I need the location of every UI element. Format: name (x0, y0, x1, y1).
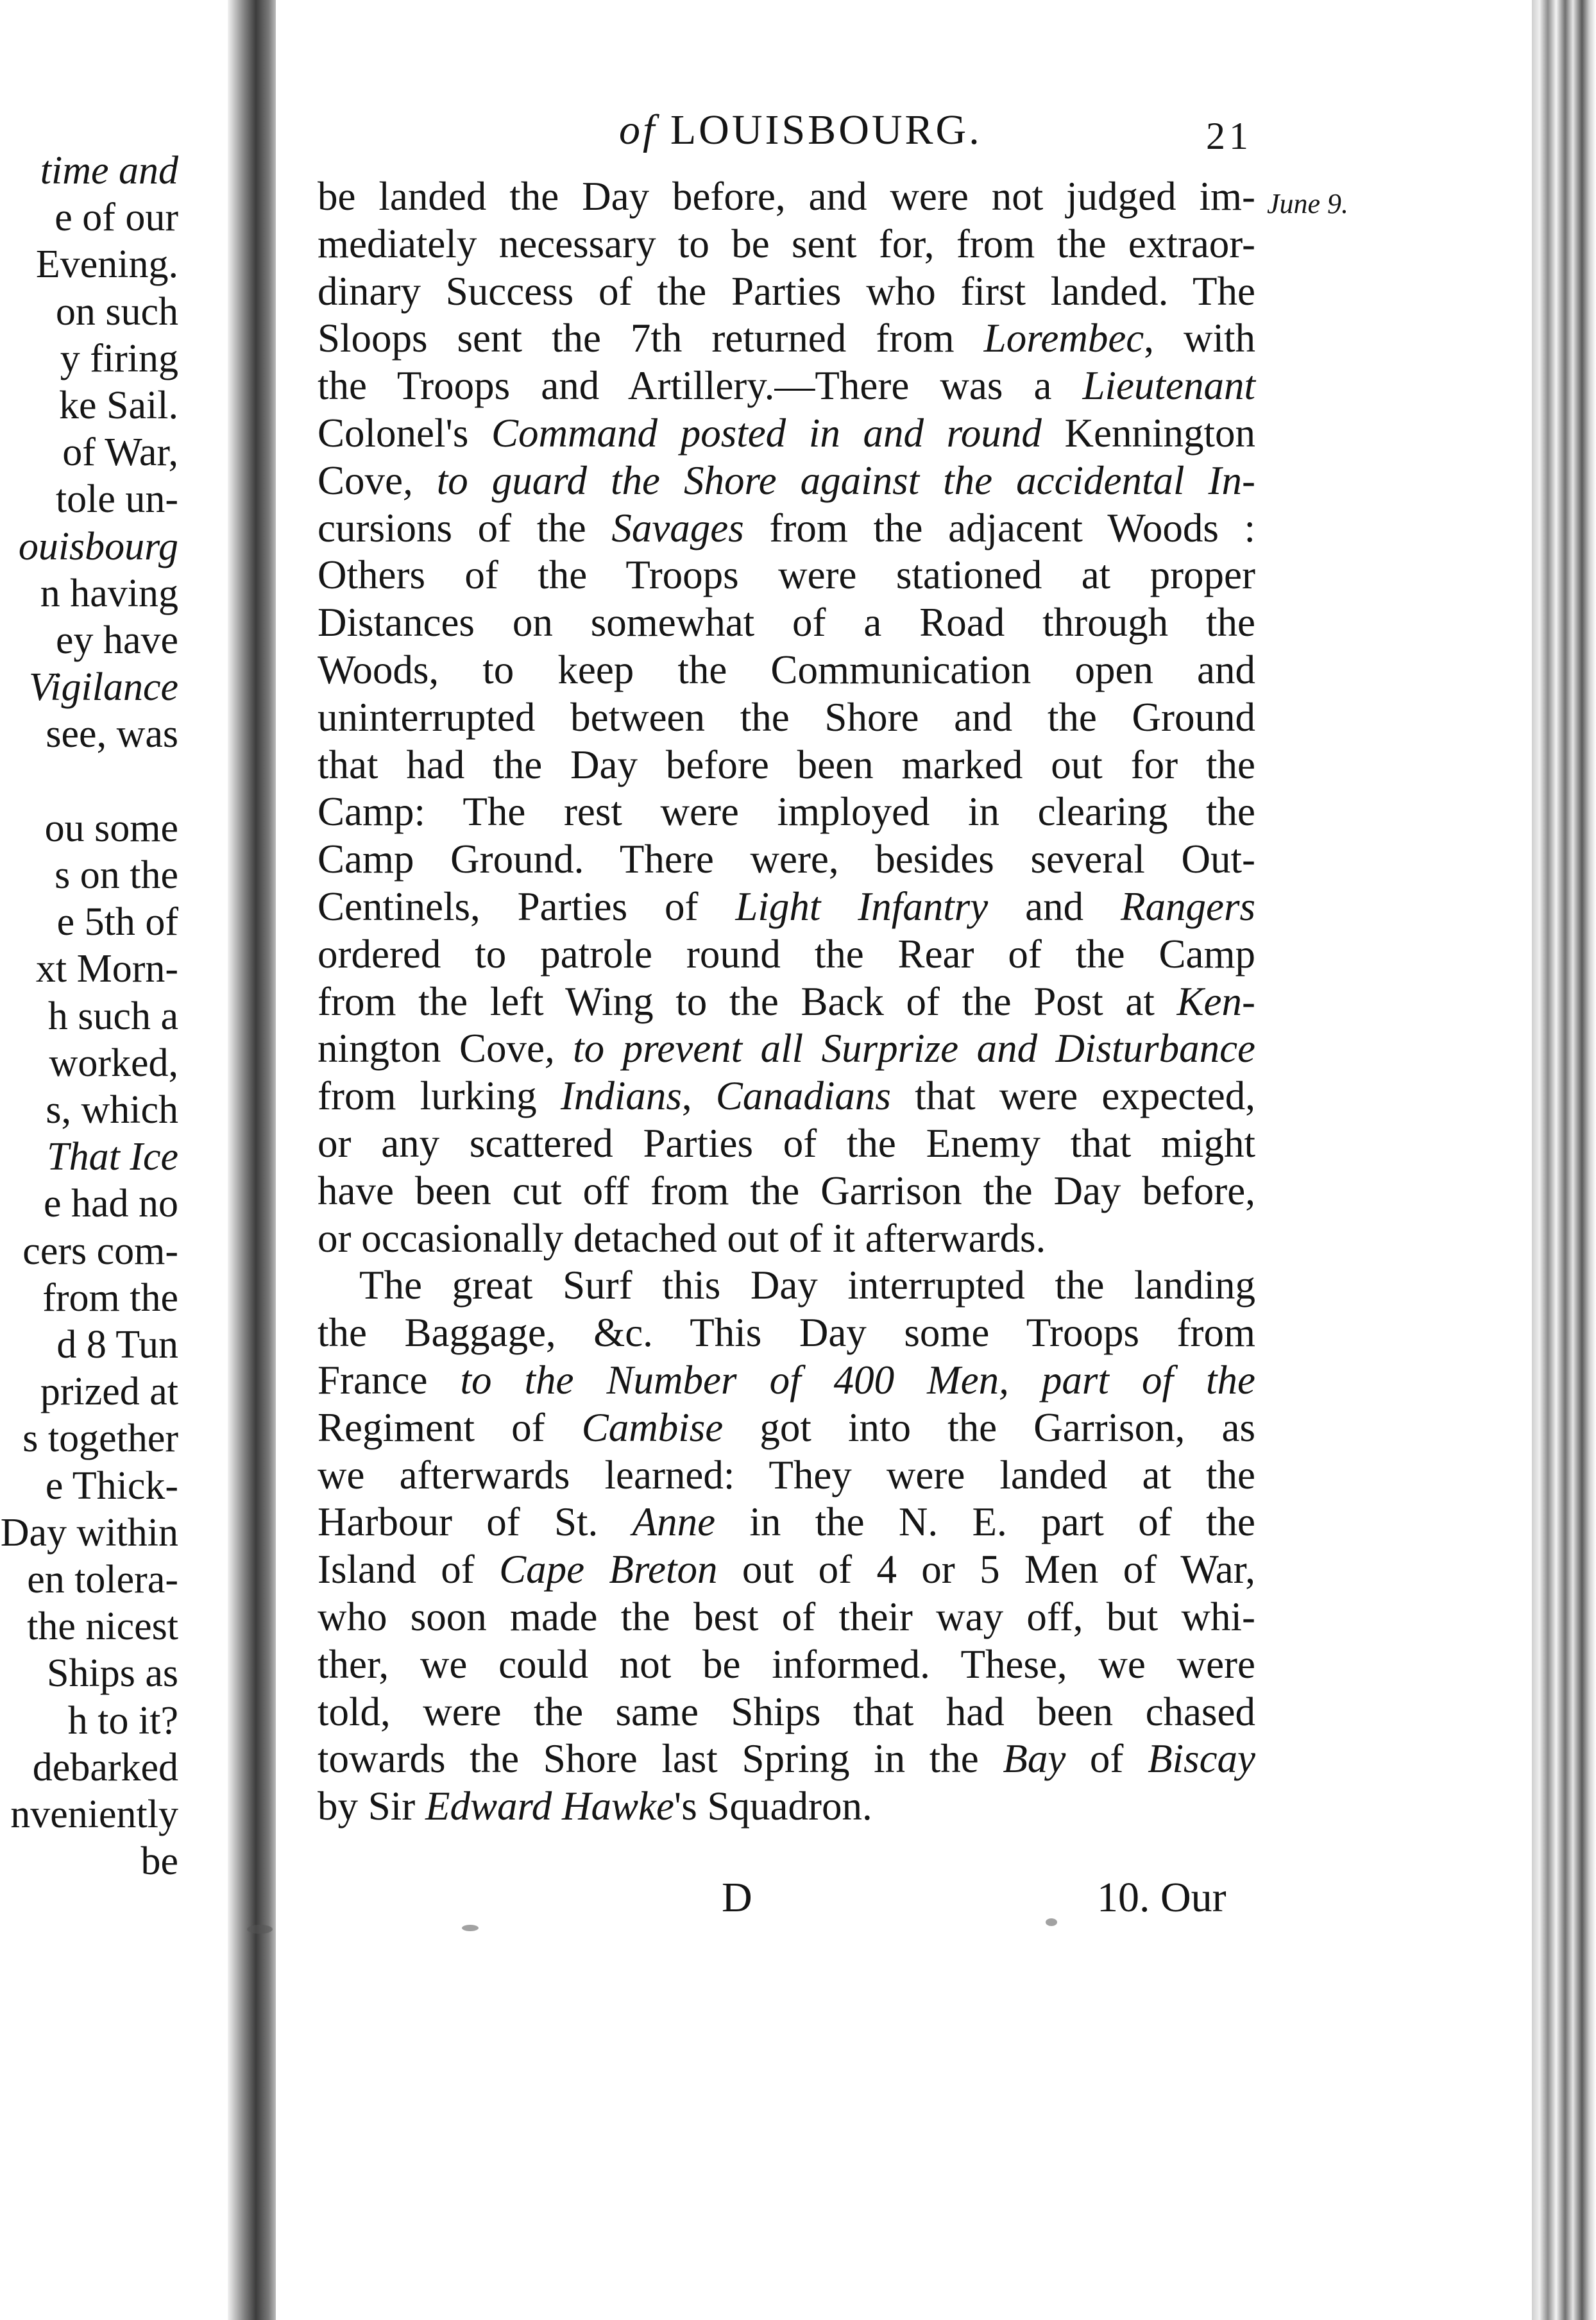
text-run: in the N. E. part of the (715, 1499, 1255, 1545)
text-run: from the left Wing to the Back of the Post at (318, 978, 1177, 1024)
body-line (318, 836, 1255, 882)
text-run: by Sir (318, 1784, 426, 1829)
text-run: Others of the Troops were stationed at proper (318, 552, 1255, 598)
body-line (318, 410, 1255, 456)
body-line (318, 1025, 1255, 1071)
italic-term: Command posted in and round (468, 411, 1065, 456)
body-line (318, 1546, 1255, 1592)
left-page-line: xt Morn- (35, 947, 178, 991)
text-run: have been cut off from the Garrison the Day before, (318, 1168, 1255, 1213)
left-page-line: see, was (46, 712, 178, 756)
left-page-line: Ships as (47, 1651, 178, 1696)
body-line (318, 647, 1255, 693)
text-run: out of 4 or 5 Men of War, (717, 1547, 1255, 1592)
text-run: cursions of the (318, 505, 612, 550)
body-line (318, 1499, 1255, 1545)
body-line (318, 978, 1255, 1025)
italic-term: Cape Breton (499, 1547, 718, 1592)
body-line (318, 1641, 1255, 1687)
left-page-line: That Ice (47, 1135, 178, 1179)
text-run: 's Squadron. (674, 1784, 872, 1829)
left-page-line: n having (40, 571, 178, 615)
body-line (359, 1262, 1255, 1308)
left-page-line: ke Sail. (59, 384, 178, 427)
running-header (619, 106, 982, 155)
header-of: of (619, 107, 658, 153)
text-run: and (988, 884, 1121, 929)
body-line (318, 931, 1255, 977)
italic-term: Bay (1003, 1736, 1066, 1782)
left-page-line: e 5th of (56, 900, 178, 944)
text-run: Distances on somewhat of a Road through the (318, 600, 1255, 645)
book-gutter-shadow (228, 0, 279, 2320)
left-page-line: s on the (55, 853, 178, 897)
body-line (318, 1404, 1255, 1451)
body-line (318, 1736, 1255, 1782)
page-number: 21 (1206, 115, 1252, 157)
italic-term: to the Number of 400 Men, part of the (427, 1358, 1255, 1403)
left-page-line: nveniently (10, 1793, 178, 1836)
left-page-line: on such (55, 289, 178, 334)
body-line (318, 268, 1255, 314)
body-line (318, 173, 1255, 219)
text-run: mediately necessary to be sent for, from the extraor- (318, 221, 1255, 266)
italic-term: Indians (560, 1073, 682, 1119)
text-run: got into the Garrison, as (723, 1404, 1255, 1450)
text-run: Colonel's (318, 411, 469, 456)
body-line (318, 1689, 1255, 1735)
text-run: we afterwards learned: They were landed at the (318, 1452, 1255, 1497)
text-run: or occasionally detached out of it afterwards. (318, 1215, 1046, 1261)
italic-term: Biscay (1148, 1736, 1255, 1782)
body-line (318, 1594, 1255, 1640)
left-page-line: cers com- (22, 1229, 178, 1273)
left-page-line: time and (40, 149, 178, 192)
left-page-line: of War, (62, 431, 178, 475)
text-run: told, were the same Ships that had been chased (318, 1689, 1255, 1734)
left-page-line: worked, (49, 1041, 178, 1085)
body-line (318, 221, 1255, 267)
left-page-line: e of our (55, 196, 178, 240)
italic-term: Savages (611, 505, 744, 550)
body-line (318, 789, 1255, 835)
italic-term: , to prevent all Surprize and Disturbance (544, 1026, 1255, 1071)
text-run: Harbour of St. (318, 1499, 632, 1545)
left-page-line: en tolera- (27, 1558, 178, 1601)
ink-smudge (247, 1925, 273, 1934)
body-line (318, 883, 1255, 930)
body-line (318, 362, 1255, 409)
left-page-line: y firing (60, 336, 178, 380)
text-run: towards the Shore last Spring in the (318, 1736, 1003, 1782)
signature-mark: D (722, 1874, 752, 1921)
left-page-line: s together (22, 1417, 178, 1461)
text-run: Cove (318, 457, 403, 503)
left-page-line: Vigilance (29, 665, 178, 710)
text-run: the Baggage, &c. This Day some Troops from (318, 1310, 1255, 1356)
text-run: Island of (318, 1547, 500, 1592)
left-page-line: from the (42, 1275, 178, 1320)
body-line (318, 315, 1255, 361)
text-run: , (681, 1073, 716, 1119)
text-run: Camp Ground. There were, besides several Out- (318, 837, 1255, 882)
body-line (318, 552, 1255, 598)
ink-smudge (1046, 1918, 1057, 1926)
italic-term: Light Infantry (735, 884, 989, 929)
left-page-line: d 8 Tun (56, 1323, 178, 1367)
text-run: nington Cove (318, 1026, 545, 1071)
text-run: , with (1144, 316, 1255, 361)
text-run: dinary Success of the Parties who first landed. The (318, 268, 1255, 314)
text-run: Regiment of (318, 1404, 582, 1450)
body-line (318, 1783, 1255, 1829)
body-line (318, 457, 1255, 504)
italic-term: Rangers (1121, 884, 1255, 929)
left-page-line: h to it? (67, 1698, 178, 1743)
text-run: The great Surf this Day interrupted the landing (359, 1263, 1255, 1308)
text-run: from the adjacent Woods : (743, 505, 1255, 550)
italic-term: Ken- (1176, 978, 1255, 1024)
italic-term: Lieutenant (1082, 363, 1255, 409)
body-line (318, 694, 1255, 740)
italic-term: Lorembec (983, 316, 1144, 361)
body-line (318, 1168, 1255, 1214)
italic-term: Cambise (581, 1404, 724, 1450)
left-facing-page (0, 0, 231, 2320)
left-page-line: ouisbourg (18, 524, 178, 568)
text-run: ordered to patrole round the Rear of the Camp (318, 931, 1255, 977)
margin-date-note: June 9. (1267, 188, 1349, 219)
left-page-line: ey have (55, 618, 178, 662)
text-run: ther, we could not be informed. These, we were (318, 1641, 1255, 1687)
left-page-line: ou some (44, 806, 178, 850)
left-page-line: e Thick- (45, 1463, 178, 1508)
ink-smudge (462, 1925, 479, 1931)
body-line (318, 1215, 1255, 1261)
italic-term: Canadians (715, 1073, 891, 1119)
left-page-line: prized at (40, 1370, 178, 1414)
left-page-line: tole un- (55, 477, 178, 522)
text-run: Camp: The rest were imployed in clearing the (318, 789, 1255, 835)
text-run: Sloops sent the 7th returned from (318, 316, 984, 361)
body-line (318, 742, 1255, 788)
left-page-line: debarked (32, 1745, 178, 1789)
text-run: be landed the Day before, and were not judged im- (318, 174, 1255, 219)
left-page-line: s, which (46, 1088, 178, 1132)
italic-term: Anne (632, 1499, 716, 1545)
left-page-line: Evening. (35, 243, 178, 287)
italic-term: Edward Hawke (425, 1784, 674, 1829)
text-run: that were expected, (890, 1073, 1255, 1119)
body-line (318, 505, 1255, 551)
body-line (318, 1452, 1255, 1498)
text-run: from lurking (318, 1073, 561, 1119)
text-run: Centinels, Parties of (318, 884, 736, 929)
text-run: that had the Day before been marked out for the (318, 742, 1255, 787)
body-line (318, 1357, 1255, 1403)
text-run: uninterrupted between the Shore and the Ground (318, 694, 1255, 740)
left-page-line: h such a (47, 994, 178, 1038)
body-line (318, 1309, 1255, 1356)
left-page-line: the nicest (27, 1605, 178, 1649)
left-page-line: e had no (43, 1182, 178, 1226)
header-title: LOUISBOURG. (670, 107, 982, 153)
italic-term: , to guard the Shore against the accidental In- (402, 457, 1255, 503)
text-run: France (318, 1358, 428, 1403)
text-run: of (1065, 1736, 1148, 1782)
text-run: the Troops and Artillery.—There was a (318, 363, 1083, 409)
text-run: Woods, to keep the Communication open and (318, 647, 1255, 692)
body-line (318, 1073, 1255, 1119)
left-page-line: Day within (0, 1510, 178, 1555)
body-line (318, 599, 1255, 645)
left-page-line: be (140, 1839, 178, 1884)
text-run: Kennington (1064, 411, 1255, 456)
catchword: 10. Our (1097, 1874, 1227, 1921)
page-edge-stack (1532, 0, 1596, 2320)
text-run: who soon made the best of their way off, but whi- (318, 1594, 1255, 1639)
body-line (318, 1120, 1255, 1166)
text-run: or any scattered Parties of the Enemy that might (318, 1121, 1255, 1166)
